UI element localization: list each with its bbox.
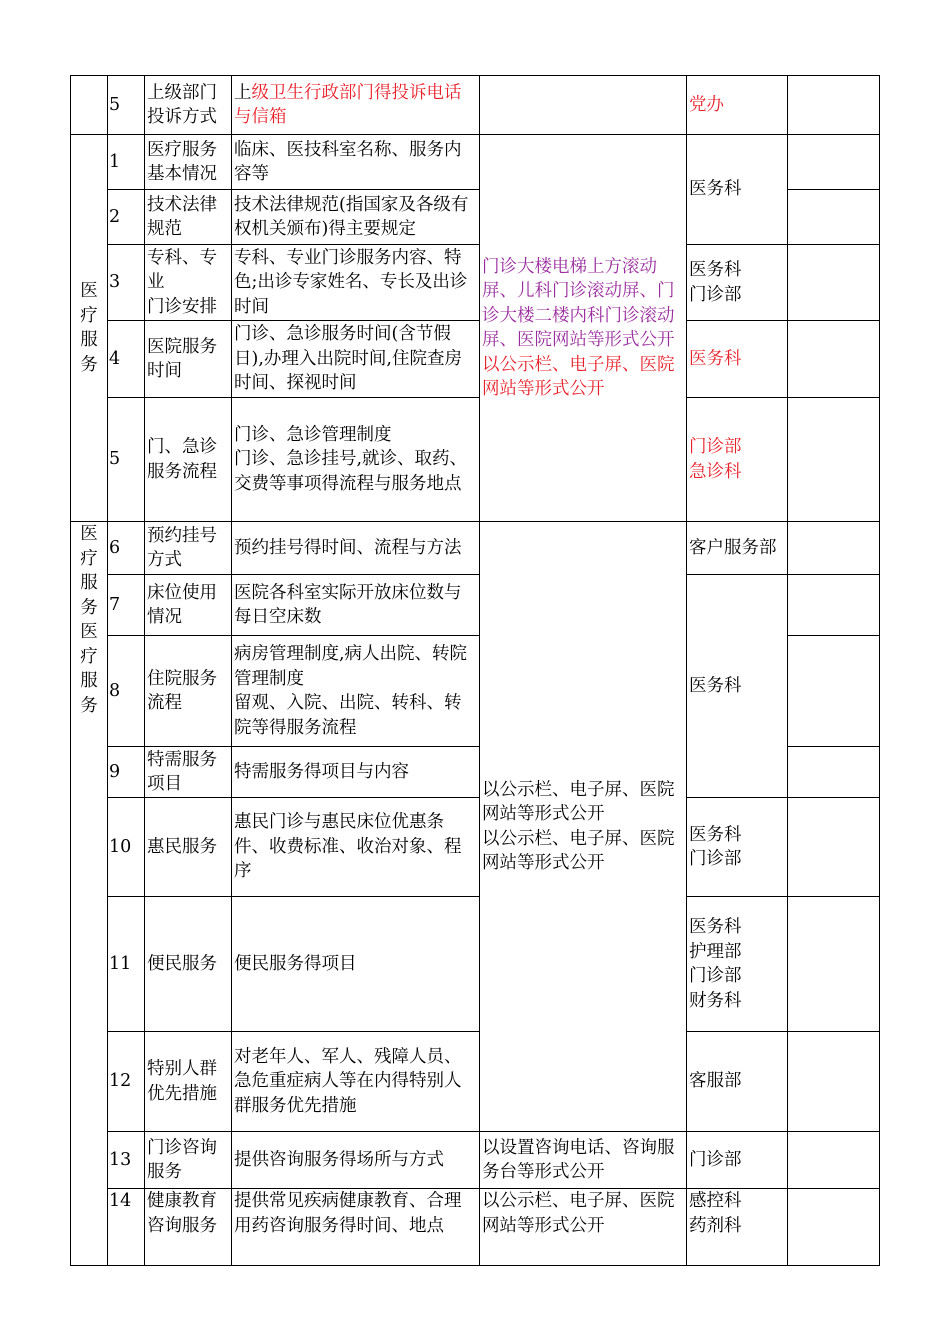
method-red: 以公示栏、电子屏、医院网站等形式公开	[482, 354, 675, 399]
department: 客户服务部	[687, 522, 788, 575]
row-number: 9	[108, 747, 145, 798]
item-content	[232, 76, 480, 135]
item-name: 专科、专业 门诊安排	[145, 245, 232, 321]
item-content: 技术法律规范(指国家及各级有权机关颁布)得主要规定	[232, 190, 480, 245]
row-number: 5	[108, 76, 145, 135]
disclosure-method: 以公示栏、电子屏、医院网站等形式公开	[480, 1189, 687, 1266]
remark-cell	[788, 245, 880, 321]
disclosure-method: 以公示栏、电子屏、医院网站等形式公开 以公示栏、电子屏、医院网站等形式公开	[480, 522, 687, 1132]
item-name: 住院服务流程	[145, 636, 232, 747]
item-content: 病房管理制度,病人出院、转院管理制度 留观、入院、出院、转科、转院等得服务流程	[232, 636, 480, 747]
department: 医务科	[687, 321, 788, 398]
row-number: 6	[108, 522, 145, 575]
department: 医务科	[687, 135, 788, 245]
row-number: 12	[108, 1032, 145, 1132]
disclosure-method: 以设置咨询电话、咨询服务台等形式公开	[480, 1132, 687, 1189]
item-content: 提供常见疾病健康教育、合理用药咨询服务得时间、地点	[232, 1189, 480, 1266]
table-row	[71, 798, 880, 897]
item-name: 技术法律规范	[145, 190, 232, 245]
department: 门诊部 急诊科	[687, 398, 788, 522]
item-content: 医院各科室实际开放床位数与每日空床数	[232, 575, 480, 636]
item-content: 门诊、急诊服务时间(含节假日),办理入出院时间,住院查房时间、探视时间	[232, 321, 480, 398]
remark-cell	[788, 636, 880, 747]
item-content: 专科、专业门诊服务内容、特色;出诊专家姓名、专长及出诊时间	[232, 245, 480, 321]
item-content: 临床、医技科室名称、服务内容等	[232, 135, 480, 190]
item-name: 特别人群优先措施	[145, 1032, 232, 1132]
table-row	[71, 135, 880, 190]
row-number: 2	[108, 190, 145, 245]
department: 感控科 药剂科	[687, 1189, 788, 1266]
department: 门诊部	[687, 1132, 788, 1189]
item-content: 预约挂号得时间、流程与方法	[232, 522, 480, 575]
item-content: 便民服务得项目	[232, 897, 480, 1032]
remark-cell	[788, 398, 880, 522]
item-content: 对老年人、军人、残障人员、急危重症病人等在内得特别人群服务优先措施	[232, 1032, 480, 1132]
remark-cell	[788, 321, 880, 398]
department: 医务科 门诊部	[687, 245, 788, 321]
disclosure-method	[480, 135, 687, 522]
table-row	[71, 245, 880, 321]
remark-cell	[788, 575, 880, 636]
item-name: 便民服务	[145, 897, 232, 1032]
disclosure-table	[70, 75, 880, 1266]
department: 医务科 门诊部	[687, 798, 788, 897]
department: 医务科	[687, 575, 788, 798]
remark-cell	[788, 1132, 880, 1189]
remark-cell	[788, 76, 880, 135]
row-number: 7	[108, 575, 145, 636]
item-content: 门诊、急诊管理制度 门诊、急诊挂号,就诊、取药、交费等事项得流程与服务地点	[232, 398, 480, 522]
item-name: 床位使用情况	[145, 575, 232, 636]
table-row	[71, 398, 880, 522]
category-cell-empty	[71, 76, 108, 135]
item-content: 惠民门诊与惠民床位优惠条件、收费标准、收治对象、程序	[232, 798, 480, 897]
department: 党办	[687, 76, 788, 135]
remark-cell	[788, 135, 880, 190]
remark-cell	[788, 897, 880, 1032]
department: 客服部	[687, 1032, 788, 1132]
row-number: 4	[108, 321, 145, 398]
content-red: 级卫生行政部门得投诉电话与信箱	[234, 82, 462, 127]
content-black: 上	[234, 82, 252, 103]
item-name: 门、急诊服务流程	[145, 398, 232, 522]
row-number: 13	[108, 1132, 145, 1189]
method-cell-empty	[480, 76, 687, 135]
category-label: 医疗服务医疗服务	[71, 522, 108, 1266]
row-number: 8	[108, 636, 145, 747]
row-number: 10	[108, 798, 145, 897]
item-name: 医疗服务基本情况	[145, 135, 232, 190]
item-content: 提供咨询服务得场所与方式	[232, 1132, 480, 1189]
remark-cell	[788, 747, 880, 798]
item-name: 特需服务项目	[145, 747, 232, 798]
item-name: 门诊咨询服务	[145, 1132, 232, 1189]
row-number: 14	[108, 1189, 145, 1266]
remark-cell	[788, 190, 880, 245]
remark-cell	[788, 1032, 880, 1132]
table-row	[71, 76, 880, 135]
table-row	[71, 897, 880, 1032]
row-number: 3	[108, 245, 145, 321]
category-label: 医疗服务	[71, 135, 108, 522]
table-row	[71, 1189, 880, 1266]
table-row	[71, 1032, 880, 1132]
table-row	[71, 1132, 880, 1189]
remark-cell	[788, 522, 880, 575]
method-purple: 门诊大楼电梯上方滚动屏、儿科门诊滚动屏、门诊大楼二楼内科门诊滚动屏、医院网站等形式公开	[482, 256, 675, 350]
remark-cell	[788, 1189, 880, 1266]
row-number: 11	[108, 897, 145, 1032]
remark-cell	[788, 798, 880, 897]
item-name: 上级部门投诉方式	[145, 76, 232, 135]
item-name: 预约挂号方式	[145, 522, 232, 575]
table-row	[71, 321, 880, 398]
row-number: 1	[108, 135, 145, 190]
item-name: 医院服务时间	[145, 321, 232, 398]
row-number: 5	[108, 398, 145, 522]
table-row	[71, 522, 880, 575]
item-content: 特需服务得项目与内容	[232, 747, 480, 798]
department: 医务科 护理部 门诊部 财务科	[687, 897, 788, 1032]
table-row	[71, 575, 880, 636]
item-name: 惠民服务	[145, 798, 232, 897]
item-name: 健康教育咨询服务	[145, 1189, 232, 1266]
